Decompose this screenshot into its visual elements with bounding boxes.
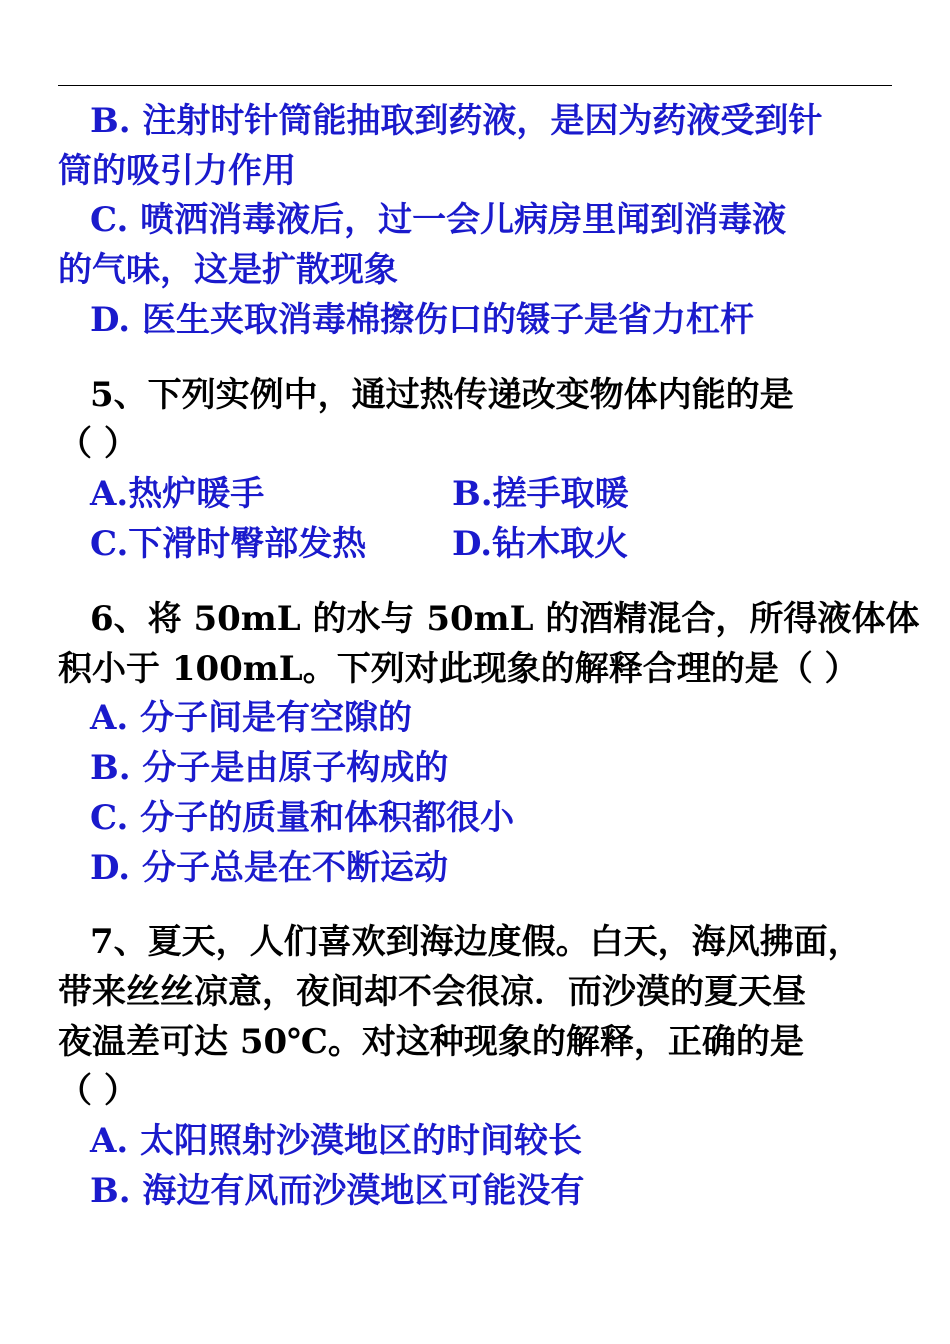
q7-stem-line1: 7、夏天，人们喜欢到海边度假。白天，海风拂面， <box>90 922 862 962</box>
q7-stem-line4: （ ） <box>58 1071 138 1111</box>
q6-option-a: A. 分子间是有空隙的 <box>90 698 413 738</box>
prev-option-b-line2: 筒的吸引力作用 <box>58 151 296 191</box>
header-rule <box>58 85 892 86</box>
prev-option-c-line2: 的气味，这是扩散现象 <box>58 250 398 290</box>
q6-stem-line2: 积小于 100mL。下列对此现象的解释合理的是（ ） <box>58 649 859 689</box>
q5-option-c: C.下滑时臀部发热 <box>90 524 367 564</box>
q5-stem-line2: （ ） <box>58 424 138 464</box>
q5-stem-line1: 5、下列实例中，通过热传递改变物体内能的是 <box>90 375 794 415</box>
q6-option-c: C. 分子的质量和体积都很小 <box>90 798 515 838</box>
prev-option-c-line1: C. 喷洒消毒液后，过一会儿病房里闻到消毒液 <box>90 200 787 240</box>
q7-stem-line3: 夜温差可达 50℃。对这种现象的解释，正确的是 <box>58 1022 804 1062</box>
q5-option-d: D.钻木取火 <box>452 524 629 564</box>
q5-options-row1 <box>90 472 264 516</box>
q5-option-a: A.热炉暖手 <box>90 474 265 514</box>
prev-option-d: D. 医生夹取消毒棉擦伤口的镊子是省力杠杆 <box>90 300 754 340</box>
q6-stem-line1: 6、将 50mL 的水与 50mL 的酒精混合，所得液体体 <box>90 599 920 639</box>
q7-option-b: B. 海边有风而沙漠地区可能没有 <box>90 1171 585 1211</box>
prev-option-b-line1: B. 注射时针筒能抽取到药液，是因为药液受到针 <box>90 101 823 141</box>
q6-option-d: D. 分子总是在不断运动 <box>90 848 448 888</box>
q7-option-a: A. 太阳照射沙漠地区的时间较长 <box>90 1121 583 1161</box>
q7-stem-line2: 带来丝丝凉意，夜间却不会很凉．而沙漠的夏天昼 <box>58 972 806 1012</box>
q6-option-b: B. 分子是由原子构成的 <box>90 748 449 788</box>
q5-option-b: B.搓手取暖 <box>452 474 629 514</box>
